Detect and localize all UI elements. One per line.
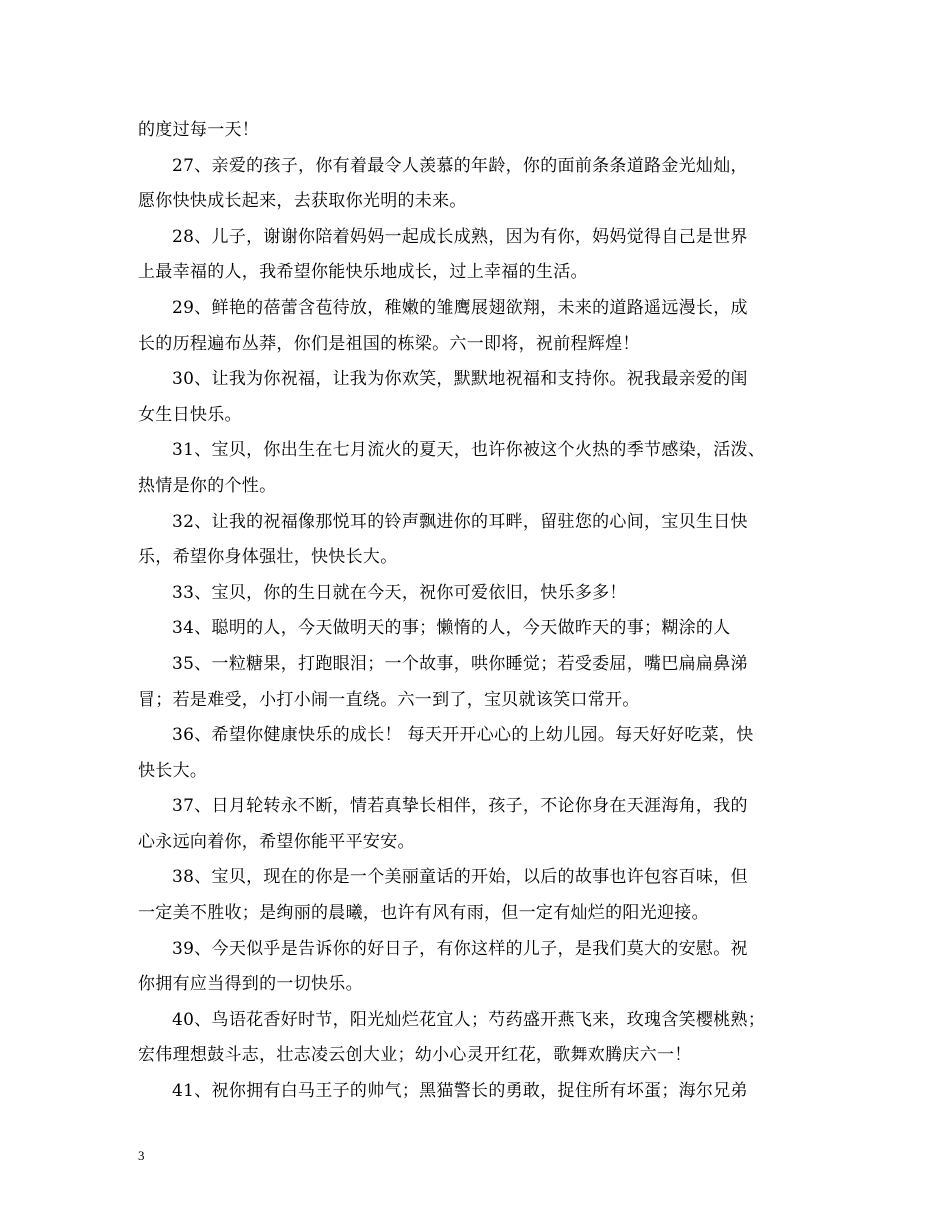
text-line: 乐，希望你身体强壮，快快长大。 <box>138 547 398 568</box>
text-line: 33、宝贝，你的生日就在今天，祝你可爱依旧，快乐多多！ <box>172 582 627 603</box>
text-line: 38、宝贝，现在的你是一个美丽童话的开始，以后的故事也许包容百味，但 <box>172 867 748 888</box>
text-line: 40、鸟语花香好时节，阳光灿烂花宜人；芍药盛开燕飞来，玫瑰含笑樱桃熟； <box>172 1009 766 1030</box>
text-line: 32、让我的祝福像那悦耳的铃声飘进你的耳畔，留驻您的心间，宝贝生日快 <box>172 511 748 532</box>
text-line: 的度过每一天！ <box>138 120 260 140</box>
text-line: 宏伟理想鼓斗志，壮志凌云创大业；幼小心灵开红花，歌舞欢腾庆六一！ <box>138 1045 692 1066</box>
text-line: 女生日快乐。 <box>138 404 242 425</box>
text-line: 39、今天似乎是告诉你的好日子，有你这样的儿子，是我们莫大的安慰。祝 <box>172 938 748 959</box>
text-line: 27、亲爱的孩子，你有着最令人羡慕的年龄，你的面前条条道路金光灿灿， <box>172 155 748 176</box>
text-line: 热情是你的个性。 <box>138 475 277 496</box>
text-line: 34、聪明的人，今天做明天的事；懒惰的人，今天做昨天的事；糊涂的人 <box>172 618 731 639</box>
text-line: 长的历程遍布丛莽，你们是祖国的栋梁。六一即将，祝前程辉煌！ <box>138 333 640 354</box>
text-line: 一定美不胜收；是绚丽的晨曦，也许有风有雨，但一定有灿烂的阳光迎接。 <box>138 903 709 924</box>
text-line: 愿你快快成长起来，去获取你光明的未来。 <box>138 191 467 212</box>
text-line: 冒；若是难受，小打小闹一直绕。六一到了，宝贝就该笑口常开。 <box>138 689 640 710</box>
text-line: 31、宝贝，你出生在七月流火的夏天，也许你被这个火热的季节感染，活泼、 <box>172 440 766 461</box>
text-line: 29、鲜艳的蓓蕾含苞待放，稚嫩的雏鹰展翅欲翔，未来的道路遥远漫长，成 <box>172 297 748 318</box>
text-line: 上最幸福的人，我希望你能快乐地成长，过上幸福的生活。 <box>138 262 588 283</box>
text-line: 37、日月轮转永不断，情若真挚长相伴，孩子，不论你身在天涯海角，我的 <box>172 796 748 817</box>
text-line: 28、儿子，谢谢你陪着妈妈一起成长成熟，因为有你，妈妈觉得自己是世界 <box>172 226 748 247</box>
text-line: 41、祝你拥有白马王子的帅气；黑猫警长的勇敢，捉住所有坏蛋；海尔兄弟 <box>172 1081 748 1102</box>
text-line: 30、让我为你祝福，让我为你欢笑，默默地祝福和支持你。祝我最亲爱的闺 <box>172 369 748 390</box>
text-line: 心永远向着你，希望你能平平安安。 <box>138 831 415 852</box>
page-number: 3 <box>138 1148 145 1163</box>
text-line: 快长大。 <box>138 760 208 781</box>
document-body <box>138 113 828 1110</box>
text-line: 36、希望你健康快乐的成长！ 每天开开心心的上幼儿园。每天好好吃菜，快 <box>172 725 754 746</box>
text-line: 你拥有应当得到的一切快乐。 <box>138 974 363 995</box>
text-line: 35、一粒糖果，打跑眼泪；一个故事，哄你睡觉；若受委屈，嘴巴扁扁鼻涕 <box>172 653 748 674</box>
